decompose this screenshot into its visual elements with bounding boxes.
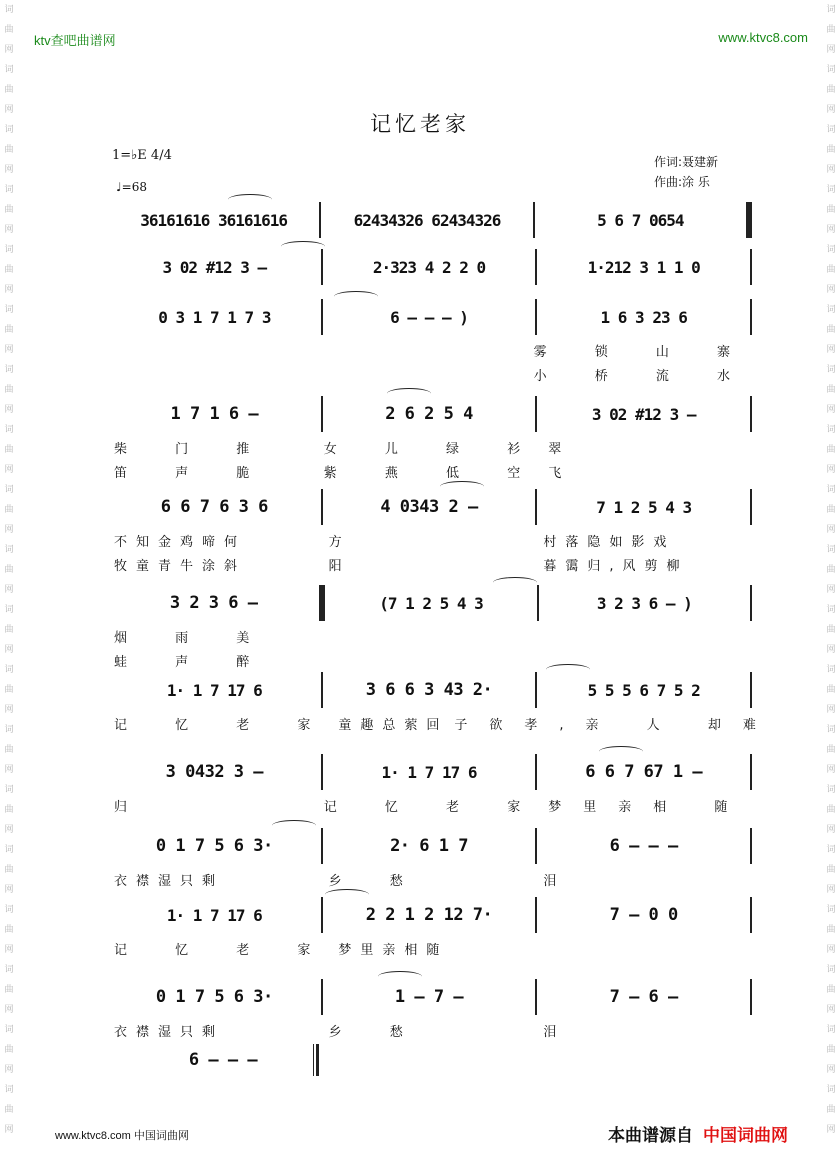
lyric-segment: 蛙 声 醉 [114, 655, 272, 670]
watermark-glyph: 曲 [826, 685, 836, 695]
watermark-glyph: 词 [826, 65, 836, 75]
slur-arc [228, 194, 272, 205]
watermark-glyph: 网 [4, 885, 14, 895]
score-system [108, 297, 752, 387]
lyric-segment: 方 [328, 535, 351, 550]
watermark-glyph: 词 [4, 725, 14, 735]
watermark-glyph: 词 [4, 1085, 14, 1095]
lyric-segment [318, 341, 528, 360]
watermark-glyph: 网 [826, 285, 836, 295]
lyric-line [108, 870, 752, 889]
measure-group: 36161616 36161616 [140, 210, 288, 230]
lyric-segment: 梦里亲相 随 [548, 800, 750, 815]
lyric-segment [537, 627, 752, 646]
lyric-line [108, 531, 752, 550]
watermark-glyph: 网 [4, 765, 14, 775]
watermark-glyph: 词 [826, 1085, 836, 1095]
header-site-name[interactable]: ktv查吧曲谱网 [34, 33, 116, 48]
watermark-glyph: 曲 [4, 1045, 14, 1055]
barline [750, 979, 752, 1015]
lyric-segment: 飞 [548, 466, 571, 481]
watermark-glyph: 网 [826, 405, 836, 415]
lyric-line [108, 555, 752, 574]
watermark-glyph: 曲 [4, 745, 14, 755]
lyric-line [108, 341, 752, 360]
watermark-glyph: 网 [826, 465, 836, 475]
watermark-glyph: 网 [826, 525, 836, 535]
watermark-glyph: 词 [4, 305, 14, 315]
watermark-glyph: 词 [4, 245, 14, 255]
watermark-glyph: 网 [826, 765, 836, 775]
slur-arc [493, 577, 537, 588]
watermark-glyph: 曲 [826, 265, 836, 275]
lyric-segment: 子欲孝,亲 人 却难 [454, 718, 778, 733]
watermark-glyph: 网 [826, 225, 836, 235]
watermark-glyph: 网 [4, 525, 14, 535]
slur-arc [334, 291, 378, 302]
watermark-glyph: 曲 [826, 925, 836, 935]
watermark-glyph: 词 [826, 425, 836, 435]
watermark-glyph: 曲 [826, 445, 836, 455]
watermark-glyph: 网 [826, 1125, 836, 1135]
watermark-glyph: 曲 [4, 505, 14, 515]
notes-row [108, 752, 752, 792]
footer-source[interactable]: www.ktvc8.com 中国词曲网 [55, 1130, 189, 1142]
watermark-glyph: 词 [4, 125, 14, 135]
slur-arc [281, 241, 325, 252]
watermark-glyph: 词 [826, 1025, 836, 1035]
key-signature: 1=♭E 4/4 [112, 148, 172, 163]
watermark-glyph: 词 [826, 545, 836, 555]
final-barline-thick [316, 1044, 319, 1076]
watermark-glyph: 词 [4, 965, 14, 975]
watermark-glyph: 网 [826, 1005, 836, 1015]
lyric-line [108, 796, 752, 815]
measure-group: 7 1 2 5 4 3 [596, 497, 692, 517]
watermark-glyph: 网 [4, 945, 14, 955]
measure-group: 2· 6 1 7 [390, 836, 468, 856]
measure-group: 1 – 7 – [394, 987, 464, 1007]
notes-row [108, 583, 752, 623]
barline [750, 754, 752, 790]
measure-group: 1 6 3 23 6 [600, 307, 687, 327]
measure-group: 1·212 3 1 1 0 [587, 257, 700, 277]
lyric-line [108, 462, 752, 481]
notes-row [108, 895, 752, 935]
watermark-glyph: 曲 [826, 205, 836, 215]
lyric-segment [323, 651, 538, 670]
lyric-segment: 翠 [548, 442, 571, 457]
lyric-segment: 雾 锁 山 寨 [533, 345, 752, 360]
watermark-glyph: 词 [4, 425, 14, 435]
watermark-glyph: 网 [826, 585, 836, 595]
lyric-segment: 小 桥 流 水 [533, 369, 752, 384]
watermark-glyph: 网 [4, 825, 14, 835]
measure-group: 3 02 #12 3 – [591, 404, 696, 424]
watermark-glyph: 网 [4, 405, 14, 415]
watermark-glyph: 网 [4, 645, 14, 655]
watermark-glyph: 词 [826, 785, 836, 795]
watermark-glyph: 曲 [4, 445, 14, 455]
notes-row [108, 487, 752, 527]
measure-group: 0 1 7 5 6 3· [155, 987, 273, 1007]
measure-group: 3 6 6 3 43 2· [365, 680, 493, 700]
final-measure: 6 – – – [188, 1050, 258, 1070]
watermark-glyph: 网 [4, 105, 14, 115]
watermark-glyph: 网 [4, 705, 14, 715]
lyric-line [108, 651, 752, 670]
watermark-glyph: 词 [4, 365, 14, 375]
watermark-glyph: 网 [4, 225, 14, 235]
watermark-glyph: 网 [826, 45, 836, 55]
tempo-marking: ♩=68 [116, 180, 147, 194]
watermark-glyph: 词 [826, 905, 836, 915]
barline [750, 585, 752, 621]
watermark-glyph: 词 [826, 485, 836, 495]
watermark-glyph: 曲 [4, 205, 14, 215]
header-site-url[interactable]: www.ktvc8.com [718, 30, 808, 45]
lyric-segment [108, 365, 318, 384]
lyric-segment: 不知金鸡啼何 [114, 535, 247, 550]
watermark-glyph: 词 [4, 545, 14, 555]
barline [750, 828, 752, 864]
lyric-segment: 村落隐如影戏 [543, 535, 676, 550]
watermark-glyph: 曲 [826, 1105, 836, 1115]
lyric-line [108, 627, 752, 646]
lyric-segment: 牧童青牛涂斜 [114, 559, 247, 574]
watermark-glyph: 词 [826, 305, 836, 315]
notes-row [108, 394, 752, 434]
lyric-line [108, 438, 752, 457]
watermark-glyph: 网 [826, 705, 836, 715]
measure-group: 3 0432 3 – [165, 762, 264, 782]
watermark-glyph: 词 [826, 965, 836, 975]
lyric-segment: 衣襟湿只剩 [114, 874, 225, 889]
notes-row [108, 670, 752, 710]
lyric-segment: 归 [114, 800, 137, 815]
watermark-glyph: 网 [4, 1065, 14, 1075]
measure-group: 3 2 3 6 – [169, 593, 258, 613]
lyric-segment: 泪 [543, 1025, 566, 1040]
score-system [108, 895, 752, 985]
notes-row [108, 977, 752, 1017]
watermark-glyph: 曲 [826, 805, 836, 815]
watermark-glyph: 词 [826, 605, 836, 615]
lyric-segment: 乡 愁 [328, 1025, 425, 1040]
watermark-glyph: 网 [4, 465, 14, 475]
watermark-glyph: 词 [4, 665, 14, 675]
measure-group: 6 – – – [609, 836, 678, 856]
measure-group: 1· 1 7 17 6 [166, 905, 262, 925]
watermark-glyph: 网 [826, 105, 836, 115]
watermark-glyph: 曲 [4, 865, 14, 875]
watermark-glyph: 词 [4, 185, 14, 195]
lyric-segment: 梦里亲相随 [338, 943, 449, 958]
watermark-glyph: 词 [4, 905, 14, 915]
watermark-glyph: 网 [4, 45, 14, 55]
watermark-glyph: 曲 [4, 985, 14, 995]
lyric-segment: 乡 愁 [328, 874, 425, 889]
measure-group: 0 3 1 7 1 7 3 [158, 307, 271, 327]
watermark-glyph: 网 [4, 165, 14, 175]
measure-group: 3 2 3 6 – ) [596, 593, 692, 613]
notes-row [108, 200, 752, 240]
notes-row [108, 826, 752, 866]
measure-group: 1 7 1 6 – [170, 404, 259, 424]
measure-group: 2·323 4 2 2 0 [372, 257, 486, 277]
score-system [108, 583, 752, 673]
watermark-glyph: 网 [4, 345, 14, 355]
watermark-glyph: 曲 [4, 805, 14, 815]
watermark-glyph: 曲 [826, 325, 836, 335]
final-barline-thin [313, 1044, 314, 1076]
lyric-segment: 童趣总萦回 [338, 718, 449, 733]
barline [750, 249, 752, 285]
measure-group: 6 – – – ) [390, 307, 468, 327]
watermark-glyph: 曲 [4, 265, 14, 275]
watermark-glyph: 曲 [826, 85, 836, 95]
measure-group: 7 – 0 0 [609, 905, 678, 925]
watermark-glyph: 词 [826, 185, 836, 195]
footer-brand[interactable] [608, 1121, 788, 1146]
credits [654, 152, 718, 192]
score-system [108, 487, 752, 577]
slur-arc [440, 481, 484, 492]
slur-arc [599, 746, 643, 757]
watermark-glyph: 曲 [826, 745, 836, 755]
measure-group: 6 6 7 67 1 – [585, 762, 703, 782]
lyric-segment [323, 627, 538, 646]
watermark-glyph: 词 [826, 5, 836, 15]
lyricist-credit: 作词:聂建新 [654, 155, 719, 169]
slur-arc [378, 971, 422, 982]
watermark-glyph: 曲 [4, 1105, 14, 1115]
watermark-glyph: 网 [826, 165, 836, 175]
lyric-segment: 紫 燕 低 空 [323, 466, 543, 481]
watermark-glyph: 曲 [4, 145, 14, 155]
lyric-line [108, 1021, 752, 1040]
lyric-segment [108, 341, 318, 360]
measure-group: 5 5 5 6 7 5 2 [587, 680, 700, 700]
watermark-glyph: 网 [826, 645, 836, 655]
lyric-line [108, 714, 778, 733]
watermark-glyph: 曲 [4, 385, 14, 395]
watermark-glyph: 网 [4, 1125, 14, 1135]
watermark-glyph: 词 [826, 725, 836, 735]
watermark-glyph: 网 [4, 285, 14, 295]
watermark-glyph: 曲 [4, 85, 14, 95]
lyric-segment: 烟 雨 美 [114, 631, 272, 646]
watermark-glyph: 词 [826, 125, 836, 135]
barline [750, 489, 752, 525]
watermark-glyph: 词 [826, 845, 836, 855]
lyric-segment: 柴 门 推 [114, 442, 272, 457]
lyric-segment: 女 儿 绿 衫 [323, 442, 543, 457]
notes-row [108, 247, 752, 287]
barline [750, 672, 752, 708]
measure-group: 7 – 6 – [609, 987, 678, 1007]
watermark-glyph: 曲 [826, 385, 836, 395]
left-watermark-column [2, 0, 16, 1140]
watermark-glyph: 曲 [826, 505, 836, 515]
slur-arc [546, 664, 590, 675]
footer-brand-name: 中国词曲网 [703, 1126, 788, 1146]
lyric-segment [318, 365, 528, 384]
lyric-segment: 笛 声 脆 [114, 466, 272, 481]
lyric-segment: 泪 [543, 874, 566, 889]
measure-group: 62434326 62434326 [353, 210, 501, 230]
song-title: 记忆老家 [370, 112, 470, 136]
barline [750, 897, 752, 933]
watermark-glyph: 曲 [826, 565, 836, 575]
slur-arc [387, 388, 431, 399]
score-system [108, 670, 778, 760]
watermark-glyph: 词 [4, 845, 14, 855]
measure-group: 2 2 1 2 12 7· [365, 905, 493, 925]
watermark-glyph: 曲 [826, 865, 836, 875]
watermark-glyph: 曲 [826, 1045, 836, 1055]
watermark-glyph: 网 [826, 345, 836, 355]
watermark-glyph: 词 [4, 785, 14, 795]
watermark-glyph: 网 [4, 1005, 14, 1015]
measure-group: 3 02 #12 3 – [162, 257, 267, 277]
watermark-glyph: 词 [4, 65, 14, 75]
measure-group: 0 1 7 5 6 3· [155, 836, 273, 856]
lyric-segment: 阳 [328, 559, 351, 574]
watermark-glyph: 网 [826, 1065, 836, 1075]
barline [750, 299, 752, 335]
lyric-segment: 记 忆 老 家 [114, 943, 333, 958]
lyric-segment: 记 忆 老 家 [114, 718, 333, 733]
lyric-segment: 暮霭归,风剪柳 [543, 559, 689, 574]
slur-arc [272, 820, 316, 831]
watermark-glyph: 曲 [826, 25, 836, 35]
measure-group: 1· 1 7 17 6 [166, 680, 262, 700]
watermark-glyph: 曲 [826, 625, 836, 635]
watermark-glyph: 曲 [4, 25, 14, 35]
measure-group: 4 0343 2 – [380, 497, 478, 517]
watermark-glyph: 曲 [826, 145, 836, 155]
watermark-glyph: 词 [4, 605, 14, 615]
watermark-glyph: 词 [826, 665, 836, 675]
watermark-glyph: 网 [4, 585, 14, 595]
watermark-glyph: 曲 [4, 325, 14, 335]
watermark-glyph: 曲 [826, 985, 836, 995]
watermark-glyph: 网 [826, 945, 836, 955]
lyric-line [108, 365, 752, 384]
watermark-glyph: 词 [826, 365, 836, 375]
lyric-segment [542, 939, 752, 958]
measure-group: 2 6 2 5 4 [385, 404, 473, 424]
composer-credit: 作曲:涂 乐 [654, 175, 710, 189]
watermark-glyph: 曲 [4, 625, 14, 635]
lyric-line [108, 939, 752, 958]
watermark-glyph: 词 [4, 485, 14, 495]
right-watermark-column [824, 0, 838, 1140]
measure-group: 6 6 7 6 3 6 [160, 497, 268, 517]
measure-group: 5 6 7 0654 [597, 210, 684, 230]
watermark-glyph: 词 [4, 1025, 14, 1035]
slur-arc [325, 889, 369, 900]
watermark-glyph: 网 [826, 825, 836, 835]
lyric-segment: 衣襟湿只剩 [114, 1025, 225, 1040]
watermark-glyph: 词 [826, 245, 836, 255]
barline [750, 396, 752, 432]
watermark-glyph: 曲 [4, 685, 14, 695]
notes-row [108, 297, 752, 337]
measure-group: 1· 1 7 17 6 [381, 762, 477, 782]
repeat-barline [746, 202, 752, 238]
footer-brand-prefix: 本曲谱源自 [608, 1126, 693, 1146]
watermark-glyph: 曲 [4, 565, 14, 575]
measure-group: (7 1 2 5 4 3 [379, 593, 483, 613]
lyric-segment: 记 忆 老 家 [323, 800, 543, 815]
score-system [108, 394, 752, 484]
watermark-glyph: 网 [826, 885, 836, 895]
watermark-glyph: 曲 [4, 925, 14, 935]
watermark-glyph: 词 [4, 5, 14, 15]
